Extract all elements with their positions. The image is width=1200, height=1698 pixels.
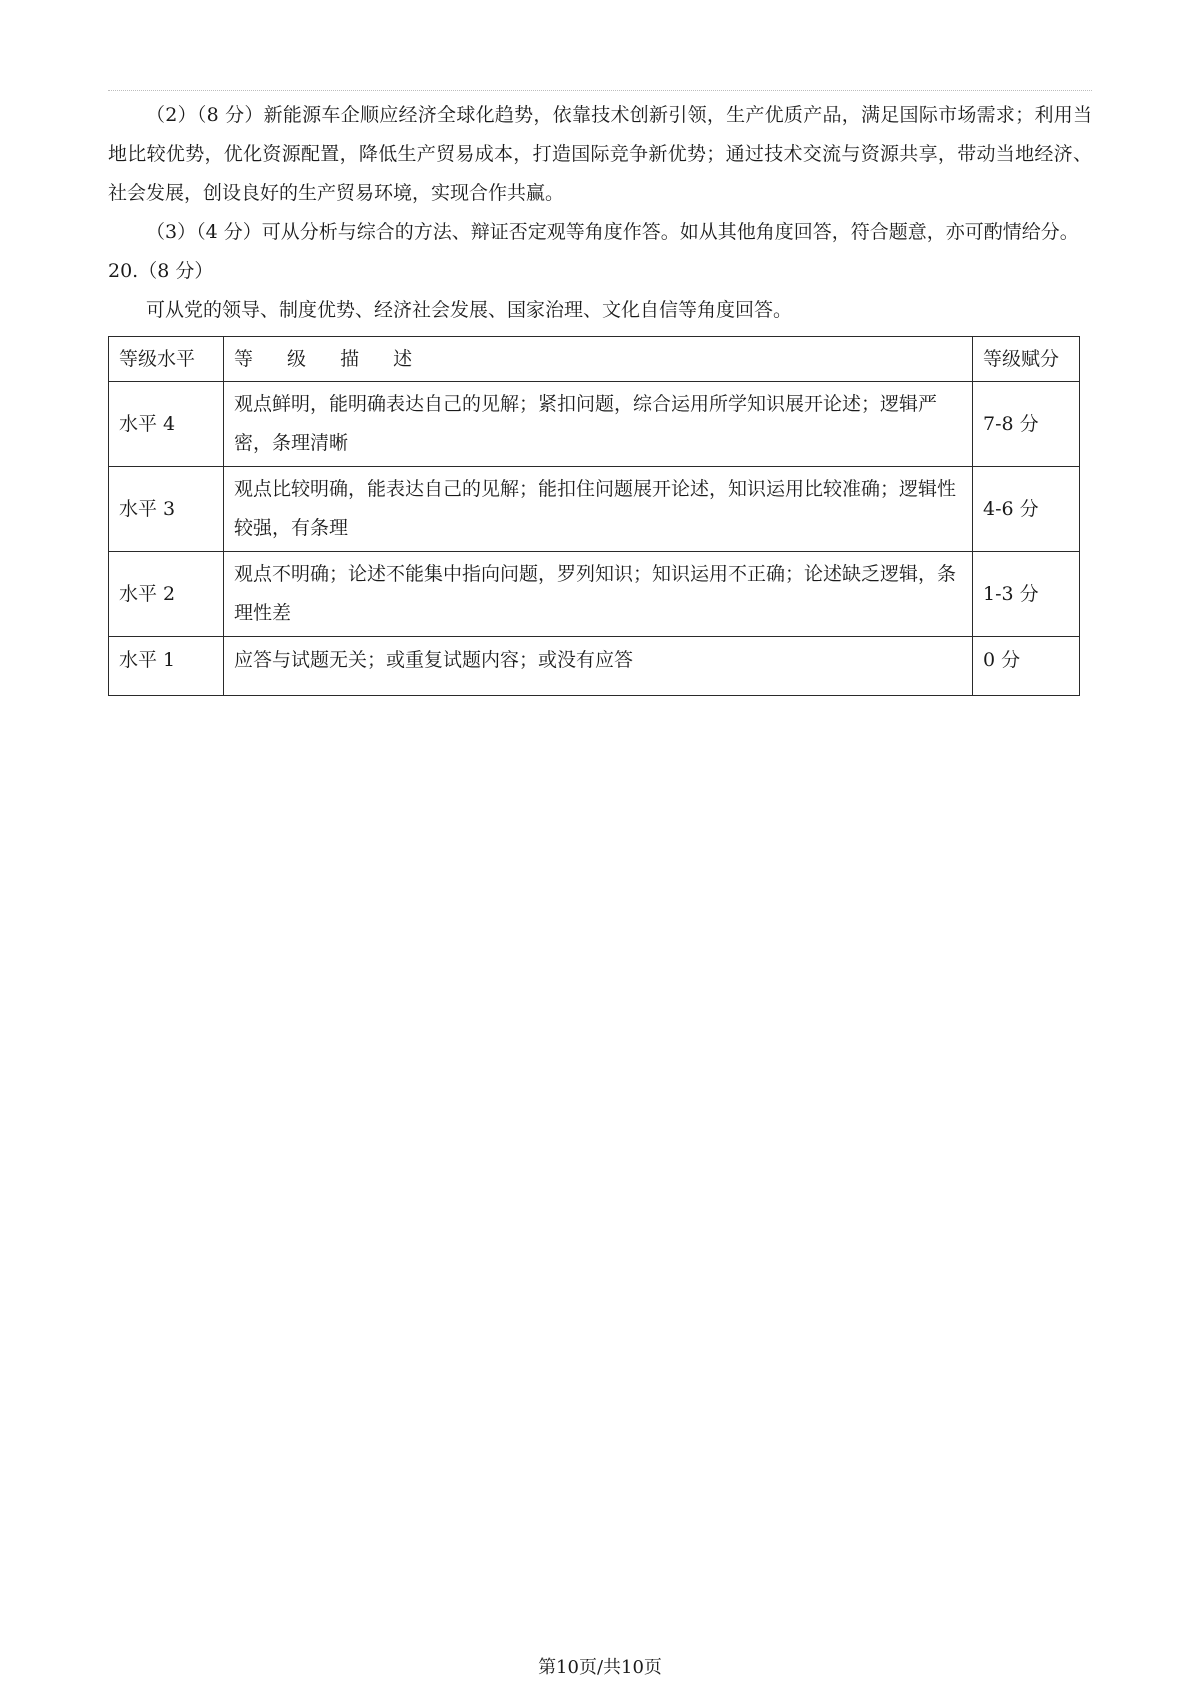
question-20-intro: 可从党的领导、制度优势、经济社会发展、国家治理、文化自信等角度回答。: [146, 299, 793, 321]
header-dotted-rule: [108, 90, 1092, 91]
rubric-level: 水平 4: [109, 382, 224, 467]
rubric-score: 7-8 分: [973, 382, 1080, 467]
rubric-level: 水平 2: [109, 552, 224, 637]
rubric-header-row: [109, 337, 1080, 382]
rubric-row: [109, 382, 1080, 467]
rubric-row: [109, 637, 1080, 696]
answer-content: [108, 96, 1092, 696]
rubric-row: [109, 552, 1080, 637]
rubric-description: 应答与试题无关；或重复试题内容；或没有应答: [224, 637, 973, 696]
rubric-score: 1-3 分: [973, 552, 1080, 637]
answer-part-2: （2）（8 分）新能源车企顺应经济全球化趋势，依靠技术创新引领，生产优质产品，满足国际市场需求；利用当地比较优势，优化资源配置，降低生产贸易成本，打造国际竞争新优势；通过技术交流与资源共享，带动当地经济、社会发展，创设良好的生产贸易环境，实现合作共赢。: [108, 104, 1092, 204]
rubric-level: 水平 3: [109, 467, 224, 552]
rubric-level: 水平 1: [109, 637, 224, 696]
answer-part-3: （3）（4 分）可从分析与综合的方法、辩证否定观等角度作答。如从其他角度回答，符合题意，亦可酌情给分。: [146, 221, 1079, 243]
rubric-description: 观点不明确；论述不能集中指向问题，罗列知识；知识运用不正确；论述缺乏逻辑，条理性差: [224, 552, 973, 637]
header-score: 等级赋分: [973, 337, 1080, 382]
page-number: 第10页/共10页: [538, 1657, 662, 1678]
rubric-description: 观点比较明确，能表达自己的见解；能扣住问题展开论述，知识运用比较准确；逻辑性较强，有条理: [224, 467, 973, 552]
grading-rubric-table: [108, 336, 1080, 696]
rubric-row: [109, 467, 1080, 552]
rubric-score: 0 分: [973, 637, 1080, 696]
header-level: 等级水平: [109, 337, 224, 382]
rubric-score: 4-6 分: [973, 467, 1080, 552]
rubric-description: 观点鲜明，能明确表达自己的见解；紧扣问题，综合运用所学知识展开论述；逻辑严密，条理清晰: [224, 382, 973, 467]
header-description: 等 级 描 述: [224, 337, 973, 382]
question-20-heading: 20.（8 分）: [108, 260, 214, 282]
